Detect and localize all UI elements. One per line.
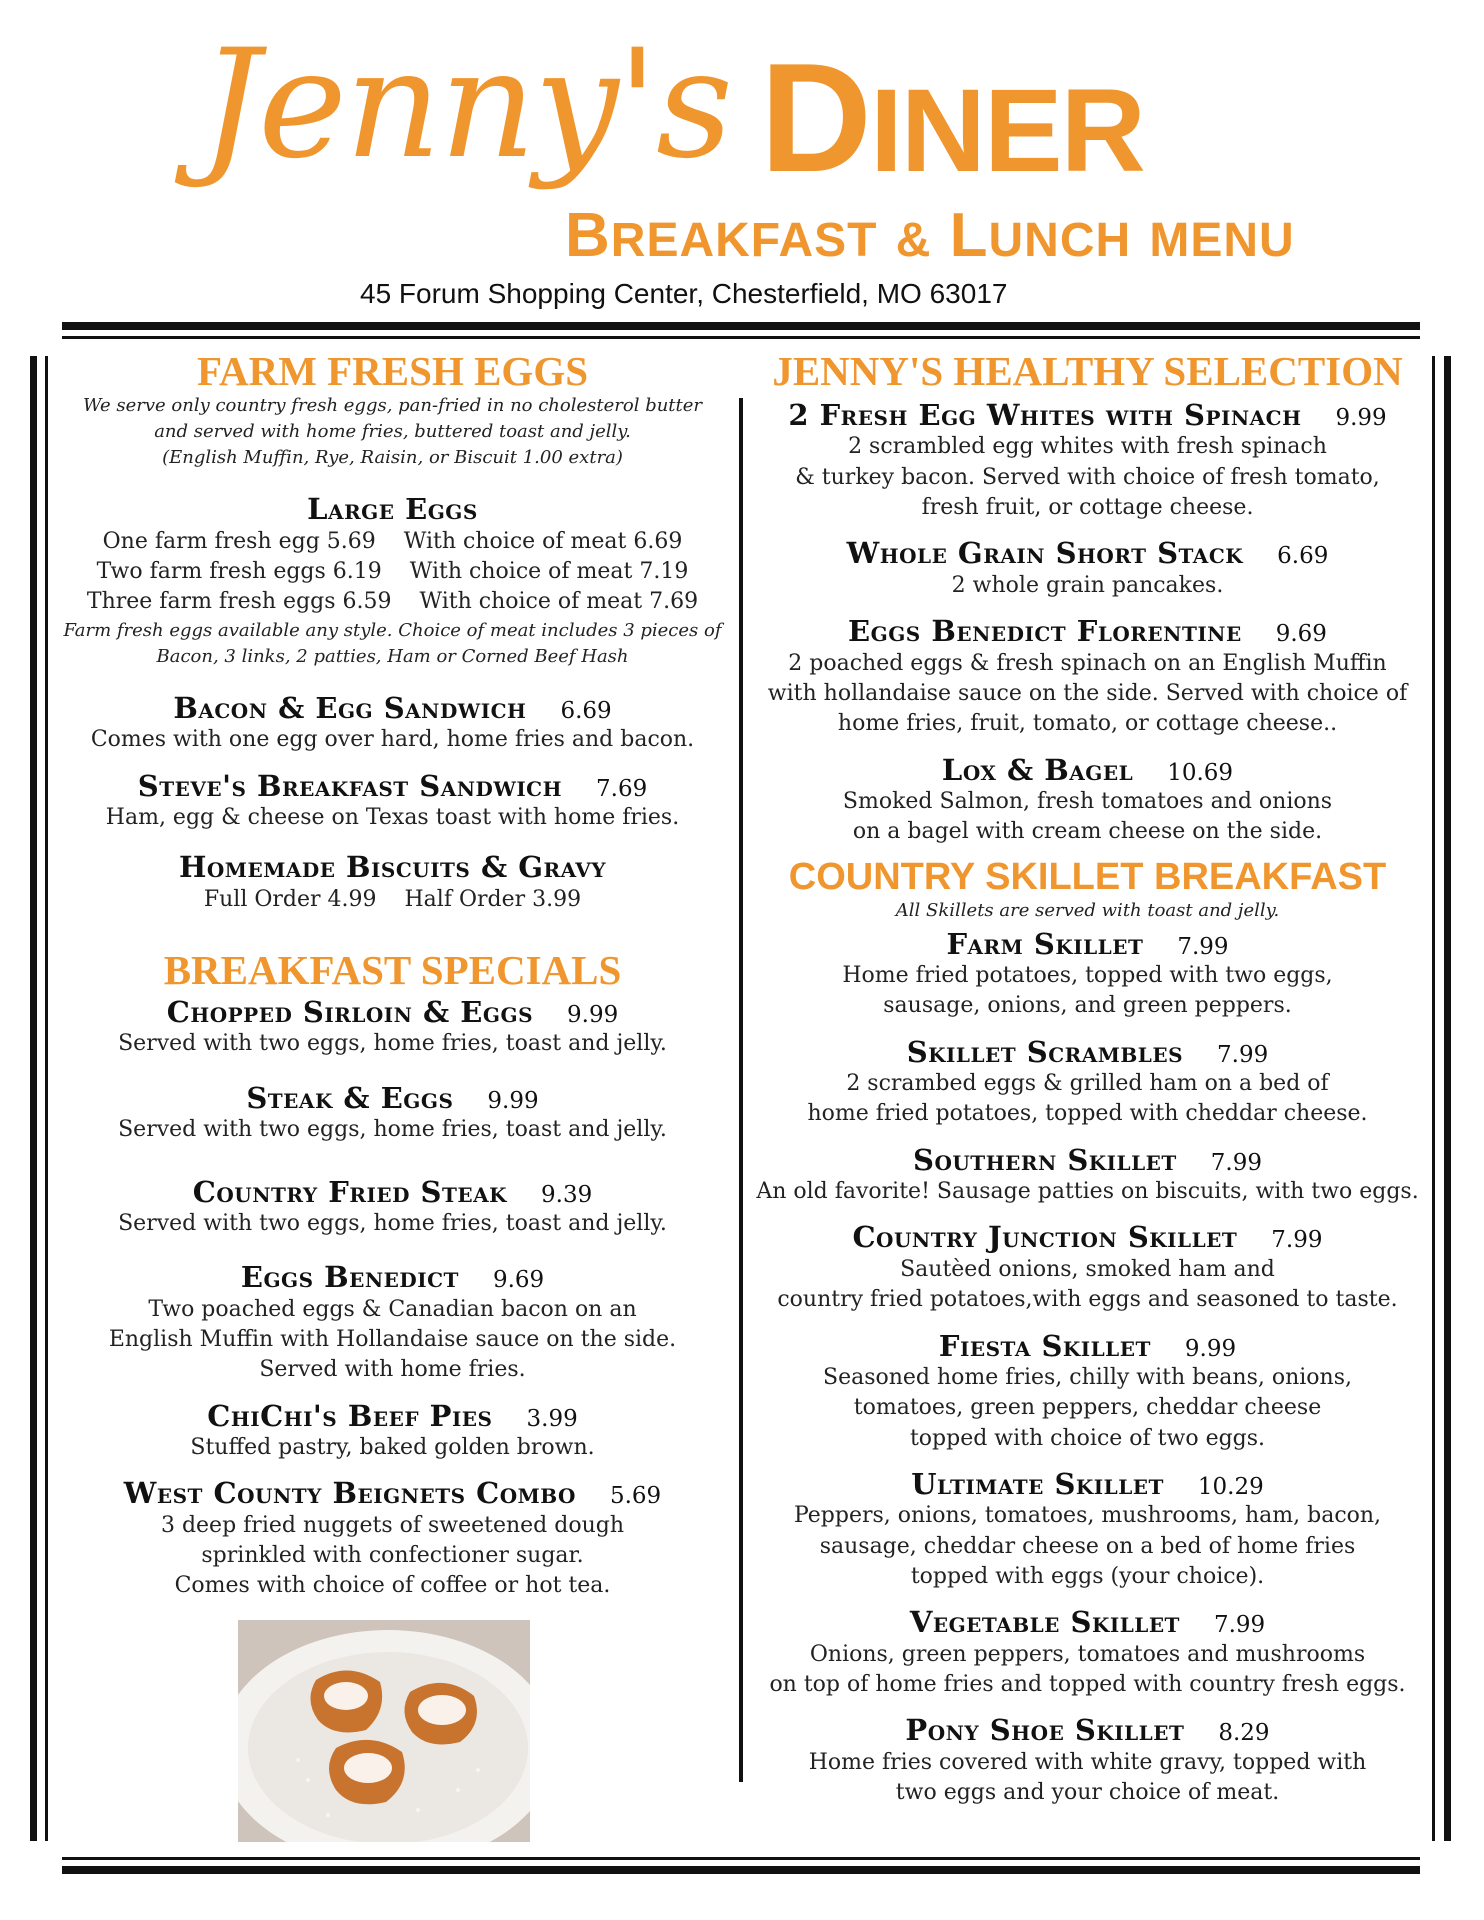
menu-item-southern-skillet [745, 1144, 1430, 1208]
top-rule-thin [62, 336, 1420, 339]
item-name: Country Fried Steak [192, 1174, 507, 1209]
desc-line: Two poached eggs & Canadian bacon on an [148, 1296, 637, 1322]
item-name: ChiChi's Beef Pies [207, 1398, 493, 1433]
menu-item-steak-eggs [60, 1082, 725, 1146]
item-description [745, 787, 1430, 848]
item-head [60, 770, 725, 803]
menu-item-country-junction-skillet [745, 1221, 1430, 1315]
menu-item-biscuits-gravy [60, 851, 725, 915]
desc-line: 2 scrambed eggs & grilled ham on a bed of [846, 1071, 1329, 1097]
desc-line: Home fried potatoes, topped with two eggs, [842, 962, 1333, 988]
desc-line: Home fries covered with white gravy, topped with [808, 1749, 1367, 1775]
item-name: Skillet Scrambles [906, 1034, 1184, 1069]
item-name: Bacon & Egg Sandwich [173, 690, 527, 725]
subtitle-amp: & [895, 214, 932, 267]
desc-line: home fries, fruit, tomato, or cottage cheese.. [837, 711, 1338, 737]
top-rule-thick [62, 322, 1420, 330]
menu-item-vegetable-skillet [745, 1606, 1430, 1700]
skillet-intro: All Skillets are served with toast and jelly. [895, 899, 1280, 921]
desc-line: Comes with choice of coffee or hot tea. [174, 1573, 611, 1599]
item-price: 6.69 [560, 697, 612, 724]
intro-line: (English Muffin, Rye, Raisin, or Biscuit 1.00 extra) [162, 447, 623, 469]
desc-line: on a bagel with cream cheese on the side. [852, 819, 1323, 845]
menu-item-country-fried-steak [60, 1176, 725, 1240]
egg-option-row [60, 527, 725, 557]
item-name: Lox & Bagel [941, 752, 1134, 787]
item-description: Full Order 4.99 Half Order 3.99 [203, 886, 582, 912]
title-rest: INER [869, 65, 1144, 197]
item-description: Served with two eggs, home fries, toast and jelly. [118, 1210, 667, 1236]
desc-line: Seasoned home fries, chilly with beans, onions, [823, 1364, 1352, 1390]
item-head [60, 1176, 725, 1209]
farm-fresh-eggs-title: FARM FRESH EGGS [196, 348, 589, 394]
beignets-photo [238, 1620, 530, 1842]
item-description: An old favorite! Sausage patties on biscuits, with two eggs. [756, 1179, 1419, 1205]
beignets-photo-illustration [238, 1620, 530, 1842]
desc-line: home fried potatoes, topped with cheddar cheese. [807, 1101, 1368, 1127]
menu-item-steves-breakfast-sandwich [60, 770, 725, 834]
item-name: Steve's Breakfast Sandwich [137, 768, 562, 803]
item-description [745, 1748, 1430, 1809]
country-skillet-title: COUNTRY SKILLET BREAKFAST [788, 855, 1387, 898]
item-price: 9.99 [487, 1087, 539, 1114]
desc-line: sausage, cheddar cheese on a bed of home fries [819, 1533, 1356, 1559]
item-price: 10.69 [1167, 759, 1234, 786]
item-description: Comes with one egg over hard, home fries and bacon. [90, 727, 695, 753]
left-column [60, 350, 725, 1602]
item-description: 2 whole grain pancakes. [951, 572, 1224, 598]
menu-item-egg-whites-spinach [745, 399, 1430, 523]
item-head [745, 537, 1430, 570]
egg-option: Three farm fresh eggs 6.59 [86, 589, 392, 615]
item-head [745, 754, 1430, 787]
item-name: Southern Skillet [913, 1142, 1177, 1177]
item-head [745, 1036, 1430, 1069]
item-description: Served with two eggs, home fries, toast and jelly. [118, 1117, 667, 1143]
note-line: Farm fresh eggs available any style. Choice of meat includes 3 pieces of [63, 619, 722, 641]
address: 45 Forum Shopping Center, Chesterfield, MO 63017 [360, 278, 1008, 309]
menu-item-large-eggs [60, 493, 725, 670]
column-divider [739, 398, 743, 1782]
item-price: 10.29 [1197, 1473, 1264, 1500]
menu-item-ultimate-skillet [745, 1468, 1430, 1592]
item-description: Stuffed pastry, baked golden brown. [190, 1434, 595, 1460]
item-head [745, 1468, 1430, 1501]
item-head [745, 1330, 1430, 1363]
menu-subtitle [565, 201, 1295, 270]
bottom-rule-thin [62, 1857, 1420, 1860]
item-name: Large Eggs [307, 492, 478, 527]
right-rule-outer [1444, 356, 1451, 1841]
item-description [745, 1363, 1430, 1454]
intro-line: We serve only country fresh eggs, pan-fried in no cholesterol butter [82, 395, 703, 417]
desc-line: Peppers, onions, tomatoes, mushrooms, ham, bacon, [793, 1503, 1382, 1529]
item-price: 3.99 [526, 1405, 578, 1432]
menu-item-eggs-benedict [60, 1261, 725, 1385]
subtitle-l: L [949, 201, 989, 270]
menu-item-lox-bagel [745, 754, 1430, 848]
desc-line: on top of home fries and topped with country fresh eggs. [769, 1672, 1406, 1698]
item-price: 7.99 [1210, 1149, 1262, 1176]
item-description [60, 1511, 725, 1602]
breakfast-specials-title: BREAKFAST SPECIALS [163, 947, 622, 994]
menu-item-west-county-beignets [60, 1477, 725, 1601]
item-head [745, 928, 1430, 961]
item-price: 9.99 [1335, 405, 1387, 432]
item-name: Eggs Benedict Florentine [848, 614, 1242, 649]
subtitle-reakfast: REAKFAST [610, 214, 878, 267]
item-description [745, 1640, 1430, 1701]
egg-option-row [60, 557, 725, 587]
item-name: Ultimate Skillet [911, 1466, 1164, 1501]
subtitle-b: B [565, 201, 611, 270]
menu-item-chichis-beef-pies [60, 1400, 725, 1464]
item-price: 7.69 [596, 775, 648, 802]
diner-title [760, 31, 1144, 204]
desc-line: Onions, green peppers, tomatoes and mushrooms [809, 1641, 1366, 1667]
subtitle-menu: MENU [1149, 214, 1295, 267]
item-head [60, 692, 725, 725]
item-price: 7.99 [1213, 1612, 1266, 1639]
note-line: Bacon, 3 links, 2 patties, Ham or Corned Beef Hash [156, 645, 629, 667]
left-rule-inner [45, 356, 48, 1841]
egg-meat-option: With choice of meat 7.69 [419, 589, 699, 615]
item-head [745, 1714, 1430, 1747]
item-price: 9.99 [1184, 1335, 1237, 1362]
item-price: 9.69 [492, 1267, 545, 1294]
item-name: Pony Shoe Skillet [905, 1713, 1185, 1748]
menu-item-whole-grain-short-stack [745, 537, 1430, 601]
desc-line: Sautèed onions, smoked ham and [900, 1256, 1275, 1282]
subtitle-unch: UNCH [988, 214, 1132, 267]
item-head [745, 615, 1430, 648]
egg-option-row [60, 587, 725, 617]
item-head [60, 1400, 725, 1433]
item-description [745, 432, 1430, 523]
desc-line: topped with eggs (your choice). [910, 1564, 1265, 1590]
item-price: 6.69 [1277, 543, 1329, 570]
item-price: 7.99 [1271, 1227, 1323, 1254]
item-head [745, 1221, 1430, 1254]
item-name: Chopped Sirloin & Eggs [166, 995, 534, 1030]
desc-line: 2 scrambled egg whites with fresh spinach [848, 434, 1327, 460]
menu-item-farm-skillet [745, 928, 1430, 1022]
right-column [745, 350, 1430, 1809]
item-price: 5.69 [609, 1483, 662, 1510]
egg-meat-option: With choice of meat 7.19 [409, 559, 689, 585]
item-name: Eggs Benedict [240, 1260, 459, 1295]
item-head [60, 851, 725, 884]
item-head [745, 1144, 1430, 1177]
item-name: West County Beignets Combo [123, 1476, 576, 1511]
item-description [745, 649, 1430, 740]
desc-line: country fried potatoes,with eggs and seasoned to taste. [777, 1287, 1398, 1313]
item-head [745, 399, 1430, 432]
egg-option: One farm fresh egg 5.69 [102, 528, 376, 554]
menu-item-chopped-sirloin [60, 996, 725, 1060]
item-price: 8.29 [1218, 1720, 1270, 1747]
left-rule-outer [30, 356, 37, 1841]
desc-line: & turkey bacon. Served with choice of fresh tomato, [795, 464, 1380, 490]
item-description [745, 1501, 1430, 1592]
item-description [60, 1295, 725, 1386]
egg-meat-option: With choice of meat 6.69 [403, 528, 683, 554]
item-head [60, 1082, 725, 1115]
desc-line: Smoked Salmon, fresh tomatoes and onions [842, 788, 1333, 814]
right-rule-inner [1432, 356, 1435, 1841]
menu-item-skillet-scrambles [745, 1036, 1430, 1130]
item-name: Farm Skillet [946, 926, 1144, 961]
item-description [745, 961, 1430, 1022]
item-head [60, 1477, 725, 1510]
item-price: 9.39 [541, 1181, 593, 1208]
item-head [60, 1261, 725, 1294]
desc-line: with hollandaise sauce on the side. Served with choice of [767, 680, 1408, 706]
menu-item-eggs-benedict-florentine [745, 615, 1430, 739]
desc-line: 3 deep fried nuggets of sweetened dough [160, 1512, 625, 1538]
desc-line: Served with home fries. [259, 1357, 526, 1383]
item-description [745, 1255, 1430, 1316]
item-name: 2 Fresh Egg Whites with Spinach [788, 398, 1302, 433]
item-description [745, 1069, 1430, 1130]
item-price: 7.99 [1177, 933, 1229, 960]
item-name: Homemade Biscuits & Gravy [178, 850, 606, 885]
bottom-rule-thick [62, 1866, 1420, 1874]
intro-line: and served with home fries, buttered toast and jelly. [154, 421, 631, 443]
desc-line: 2 poached eggs & fresh spinach on an English Muffin [788, 650, 1387, 676]
item-price: 9.69 [1275, 621, 1327, 648]
desc-line: tomatoes, green peppers, cheddar cheese [853, 1395, 1322, 1421]
item-price: 7.99 [1217, 1041, 1269, 1068]
desc-line: sprinkled with confectioner sugar. [201, 1543, 584, 1569]
item-name: Vegetable Skillet [909, 1605, 1180, 1640]
item-name: Fiesta Skillet [938, 1328, 1151, 1363]
desc-line: sausage, onions, and green peppers. [883, 993, 1292, 1019]
item-name: Whole Grain Short Stack [846, 536, 1244, 571]
item-name: Country Junction Skillet [852, 1220, 1238, 1255]
menu-item-pony-shoe-skillet [745, 1714, 1430, 1808]
item-head [60, 996, 725, 1029]
item-name: Steak & Eggs [246, 1080, 454, 1115]
menu-item-fiesta-skillet [745, 1330, 1430, 1454]
item-head [745, 1606, 1430, 1639]
item-description: Ham, egg & cheese on Texas toast with home fries. [105, 804, 680, 830]
desc-line: two eggs and your choice of meat. [895, 1780, 1280, 1806]
item-price: 9.99 [567, 1002, 619, 1029]
desc-line: topped with choice of two eggs. [909, 1425, 1266, 1451]
menu-item-bacon-egg-sandwich [60, 692, 725, 756]
farm-eggs-intro [60, 393, 725, 471]
desc-line: fresh fruit, or cottage cheese. [921, 495, 1254, 521]
desc-line: English Muffin with Hollandaise sauce on the side. [108, 1326, 677, 1352]
egg-note [60, 618, 725, 670]
title-initial: D [760, 31, 870, 204]
item-description: Served with two eggs, home fries, toast and jelly. [118, 1031, 667, 1057]
diner-script-title: Jenny's [200, 18, 732, 192]
egg-option: Two farm fresh eggs 6.19 [96, 559, 382, 585]
healthy-selection-title: JENNY'S HEALTHY SELECTION [772, 348, 1403, 394]
